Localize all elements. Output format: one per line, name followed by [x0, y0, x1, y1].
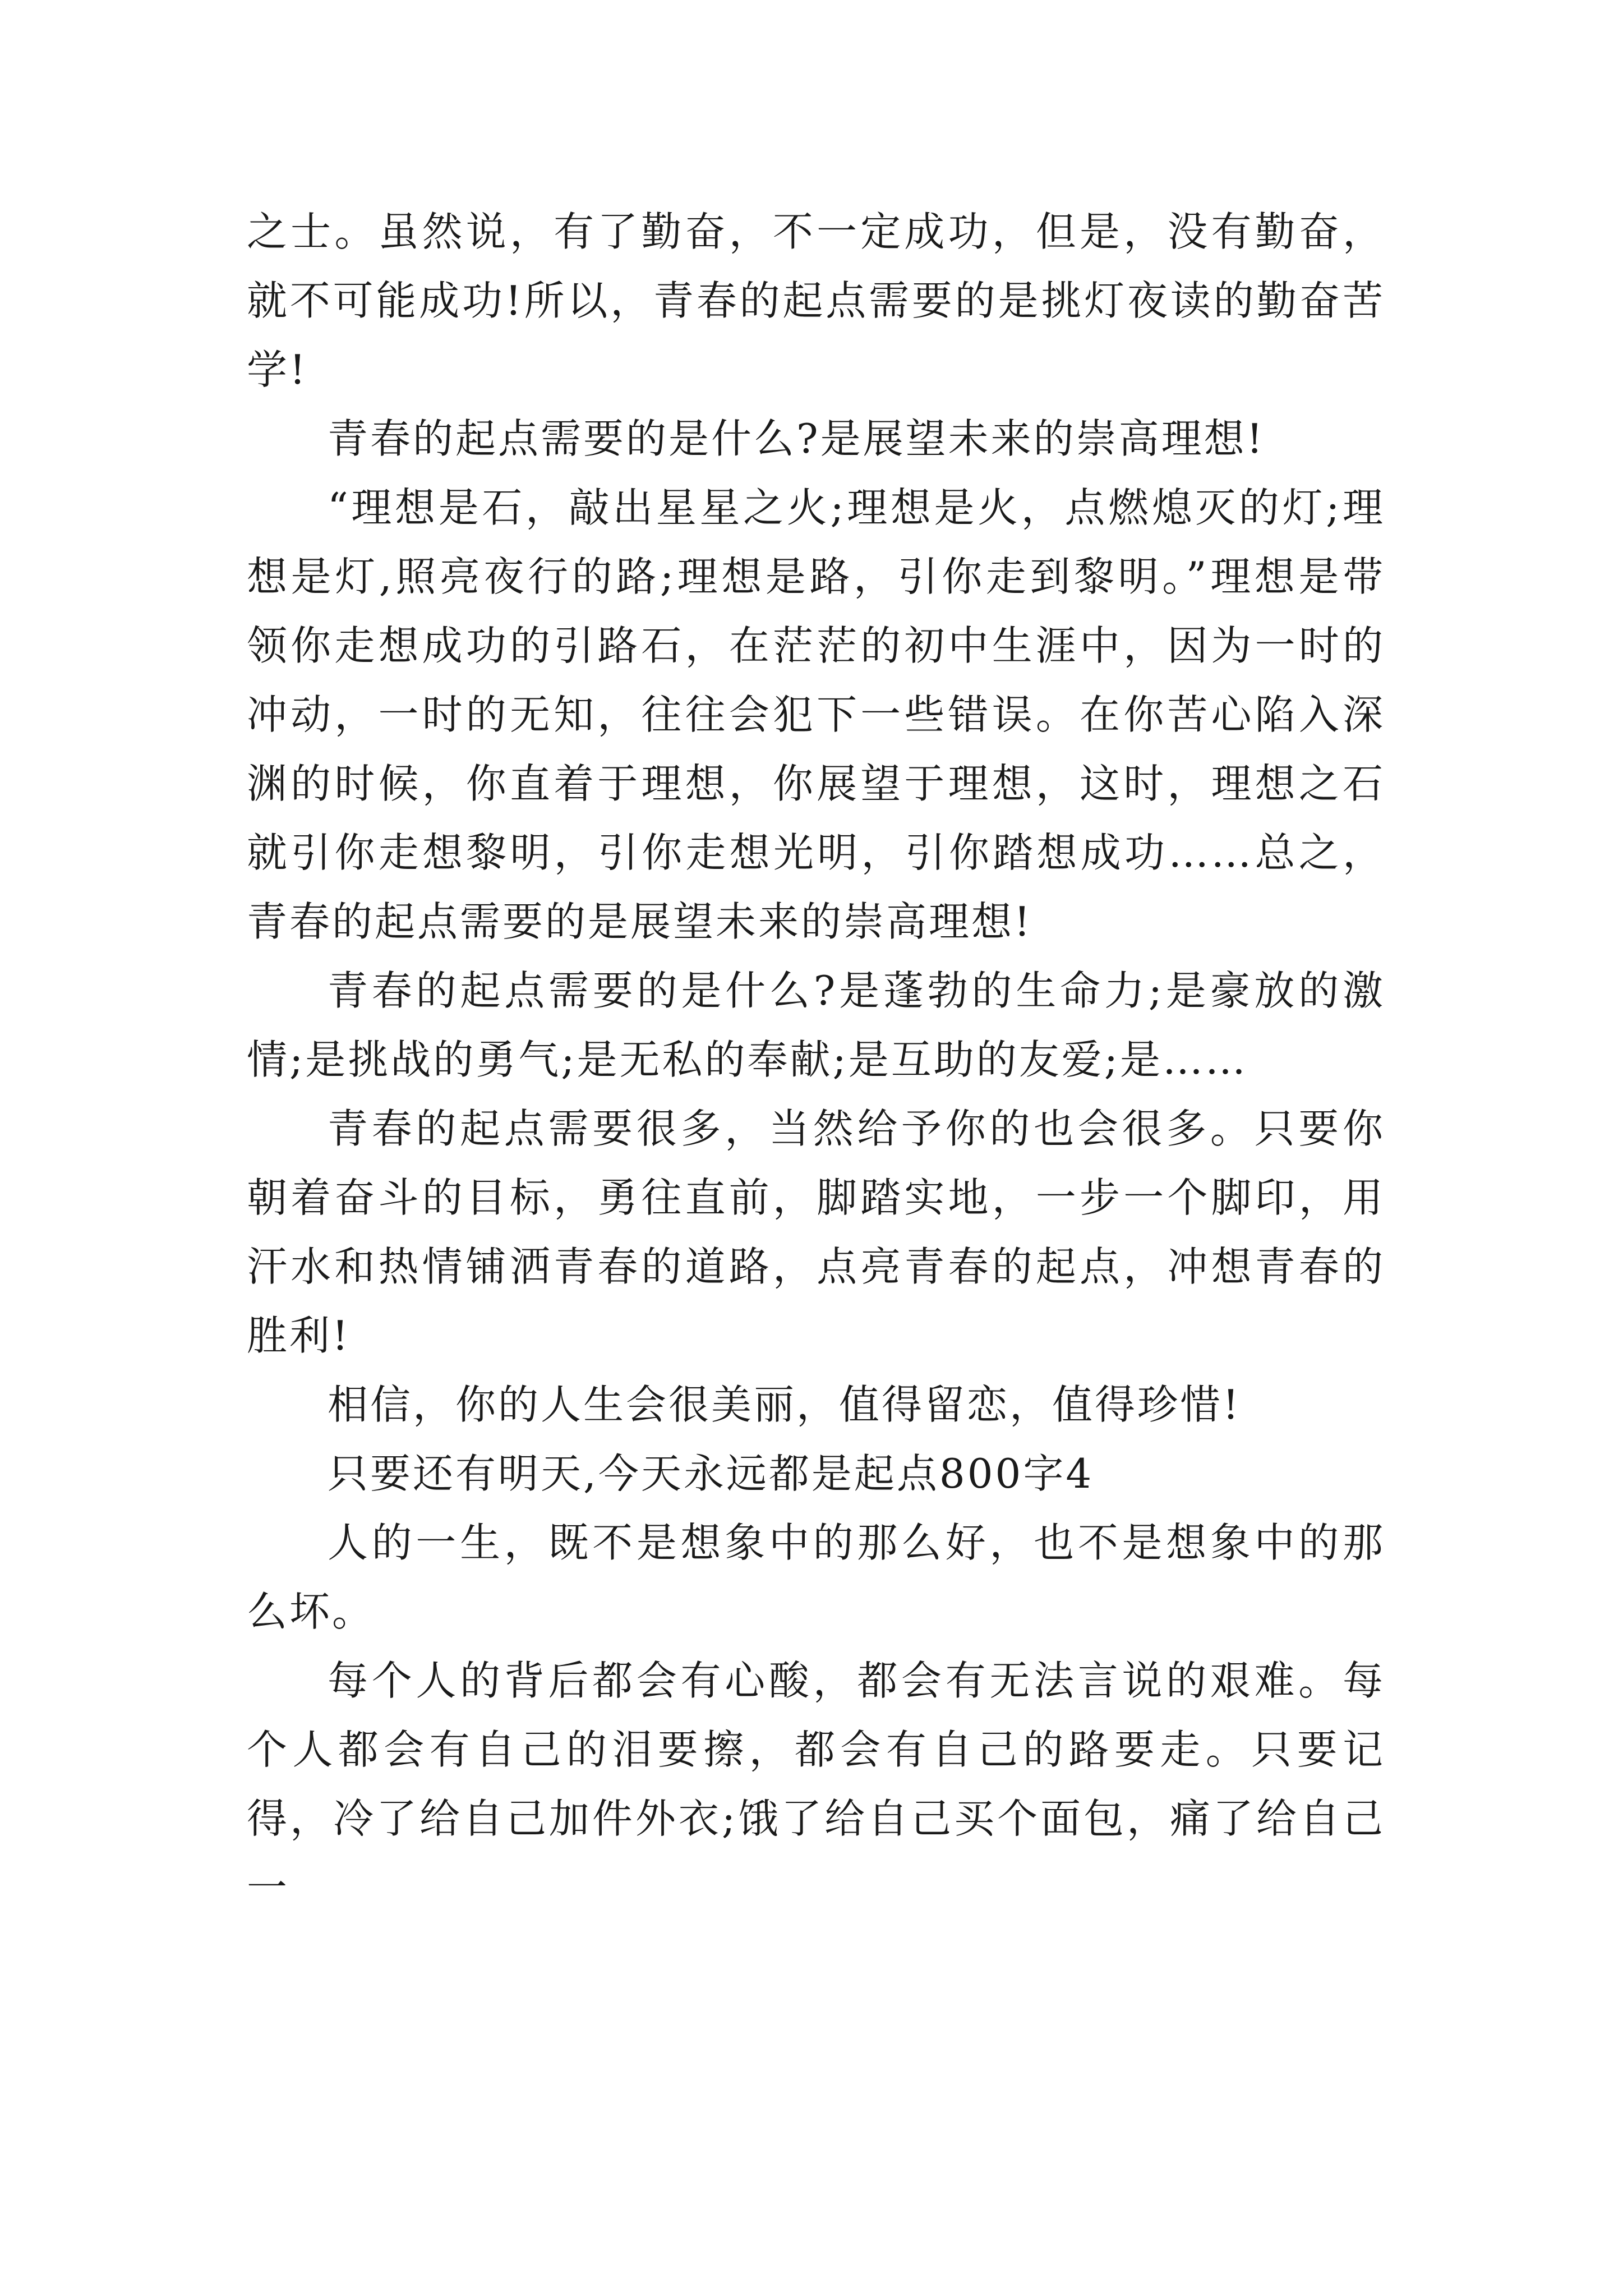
- paragraph-4: 青春的起点需要的是什么?是蓬勃的生命力;是豪放的激情;是挑战的勇气;是无私的奉献;是互助的友爱;是……: [247, 967, 1385, 1083]
- paragraph-7: 人的一生，既不是想象中的那么好，也不是想象中的那么坏。: [247, 1519, 1385, 1635]
- document-body: [247, 197, 1385, 1922]
- section-heading: 只要还有明天,今天永远都是起点800字4: [328, 1450, 1094, 1497]
- paragraph-5: 青春的起点需要很多，当然给予你的也会很多。只要你朝着奋斗的目标，勇往直前，脚踏实地，一步一个脚印，用汗水和热情铺洒青春的道路，点亮青春的起点，冲想青春的胜利!: [247, 1105, 1385, 1359]
- paragraph-1: 之士。虽然说，有了勤奋，不一定成功，但是，没有勤奋，就不可能成功!所以，青春的起点需要的是挑灯夜读的勤奋苦学!: [247, 208, 1385, 393]
- paragraph-2: 青春的起点需要的是什么?是展望未来的崇高理想!: [328, 415, 1265, 462]
- paragraph-8: 每个人的背后都会有心酸，都会有无法言说的艰难。每个人都会有自己的泪要擦，都会有自己的路要走。只要记得，冷了给自己加件外衣;饿了给自己买个面包，痛了给自己一: [247, 1657, 1385, 1911]
- paragraph-6: 相信，你的人生会很美丽，值得留恋，值得珍惜!: [328, 1381, 1241, 1428]
- paragraph-3: “理想是石，敲出星星之火;理想是火，点燃熄灭的灯;理想是灯,照亮夜行的路;理想是路，引你走到黎明。”理想是带领你走想成功的引路石，在茫茫的初中生涯中，因为一时的冲动，一时的无知，往往会犯下一些错误。在你苦心陷入深渊的时候，你直着于理想，你展望于理想，这时，理想之石就引你走想黎明，引你走想光明，引你踏想成功……总之，青春的起点需要的是展望未来的崇高理想!: [247, 484, 1385, 945]
